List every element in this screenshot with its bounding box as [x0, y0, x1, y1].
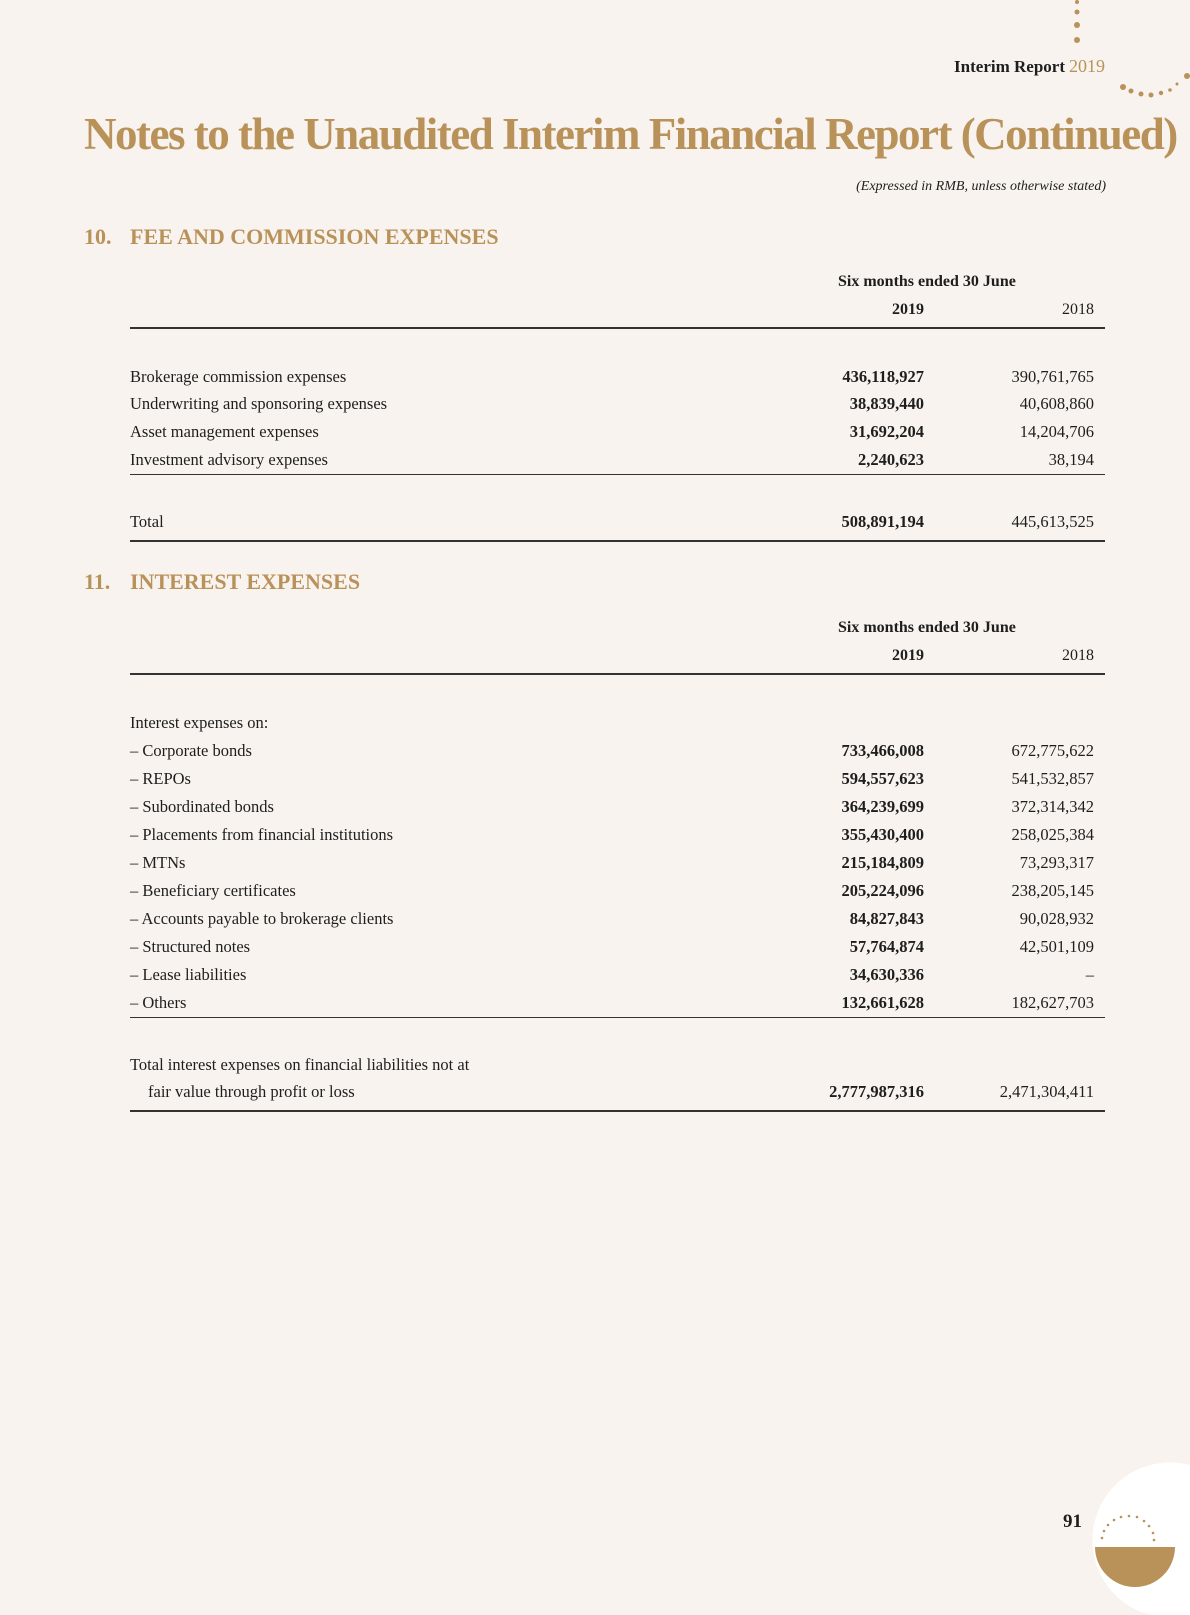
value-2018: 238,205,145 — [1011, 881, 1094, 900]
row-label: – REPOs — [130, 769, 191, 788]
value-2019: 57,764,874 — [849, 937, 924, 956]
table-rule — [130, 673, 1105, 675]
table-rule — [130, 327, 1105, 329]
table-row — [130, 991, 1105, 1015]
row-label: – Others — [130, 993, 187, 1012]
total-row — [130, 510, 1105, 534]
table-row — [130, 739, 1105, 763]
value-2019: 84,827,843 — [849, 909, 924, 928]
value-2018: 14,204,706 — [1019, 422, 1094, 441]
table-row — [130, 392, 1105, 416]
year-header-prior: 2018 — [1062, 301, 1094, 318]
section-11-heading — [84, 569, 360, 595]
table-rule — [130, 1110, 1105, 1112]
table-row — [130, 795, 1105, 819]
row-label: – Accounts payable to brokerage clients — [130, 909, 394, 928]
value-2018: 42,501,109 — [1019, 937, 1094, 956]
total-2018: 445,613,525 — [1011, 512, 1094, 531]
total-2019: 2,777,987,316 — [829, 1082, 924, 1101]
table-row — [130, 963, 1105, 987]
row-label: – Beneficiary certificates — [130, 881, 296, 900]
section-number: 11. — [84, 569, 111, 594]
value-2018: 40,608,860 — [1019, 394, 1094, 413]
table-row — [130, 907, 1105, 931]
value-2019: 38,839,440 — [849, 394, 924, 413]
total-label-continued: fair value through profit or loss — [148, 1082, 355, 1101]
value-2018: 90,028,932 — [1019, 909, 1094, 928]
year-header-current: 2019 — [892, 647, 924, 664]
value-2018: 258,025,384 — [1011, 825, 1094, 844]
section-number: 10. — [84, 224, 112, 249]
value-2019: 215,184,809 — [841, 853, 924, 872]
row-label: Asset management expenses — [130, 422, 319, 441]
half-circle-decoration — [1040, 1435, 1190, 1615]
subheading-row — [130, 711, 1105, 735]
report-year: 2019 — [1069, 56, 1105, 76]
value-2018: – — [1085, 965, 1094, 984]
value-2018: 672,775,622 — [1011, 741, 1094, 760]
value-2019: 594,557,623 — [841, 769, 924, 788]
table-rule — [130, 474, 1105, 475]
value-2019: 205,224,096 — [841, 881, 924, 900]
total-2018: 2,471,304,411 — [999, 1082, 1094, 1101]
value-2019: 31,692,204 — [849, 422, 924, 441]
total-label: Total — [130, 512, 164, 531]
row-label: – Lease liabilities — [130, 965, 247, 984]
table-row — [130, 365, 1105, 389]
value-2019: 34,630,336 — [849, 965, 924, 984]
value-2019: 132,661,628 — [841, 993, 924, 1012]
value-2018: 390,761,765 — [1011, 367, 1094, 386]
report-header — [954, 56, 1105, 77]
total-row — [130, 1080, 1105, 1104]
section-title: FEE AND COMMISSION EXPENSES — [130, 224, 499, 249]
section-10-heading — [84, 224, 499, 250]
table-rule — [130, 1017, 1105, 1018]
period-header: Six months ended 30 June — [838, 619, 1016, 636]
total-label: Total interest expenses on financial liabilities not at — [130, 1055, 470, 1074]
value-2019: 436,118,927 — [842, 367, 924, 386]
total-row-line1 — [130, 1053, 1105, 1077]
table-row — [130, 767, 1105, 791]
table-row — [130, 420, 1105, 444]
table-row — [130, 448, 1105, 472]
value-2018: 73,293,317 — [1019, 853, 1094, 872]
value-2019: 364,239,699 — [841, 797, 924, 816]
table-row — [130, 879, 1105, 903]
year-header-prior: 2018 — [1062, 647, 1094, 664]
page-title: Notes to the Unaudited Interim Financial Report (Continued) — [84, 109, 1177, 159]
value-2018: 38,194 — [1048, 450, 1094, 469]
table-row — [130, 823, 1105, 847]
value-2018: 182,627,703 — [1011, 993, 1094, 1012]
row-label: Interest expenses on: — [130, 713, 269, 732]
value-2019: 2,240,623 — [858, 450, 924, 469]
table-rule — [130, 540, 1105, 542]
table-row — [130, 851, 1105, 875]
row-label: Underwriting and sponsoring expenses — [130, 394, 388, 413]
row-label: – Corporate bonds — [130, 741, 252, 760]
row-label: – Placements from financial institutions — [130, 825, 394, 844]
row-label: – Subordinated bonds — [130, 797, 274, 816]
row-label: – MTNs — [130, 853, 186, 872]
page-number: 91 — [1063, 1511, 1082, 1532]
report-name: Interim Report — [954, 57, 1065, 76]
period-header: Six months ended 30 June — [838, 273, 1016, 290]
row-label: Investment advisory expenses — [130, 450, 328, 469]
currency-note: (Expressed in RMB, unless otherwise stated) — [856, 179, 1106, 194]
value-2019: 355,430,400 — [841, 825, 924, 844]
row-label: – Structured notes — [130, 937, 251, 956]
value-2019: 733,466,008 — [841, 741, 924, 760]
total-2019: 508,891,194 — [841, 512, 924, 531]
section-title: INTEREST EXPENSES — [130, 569, 361, 594]
row-label: Brokerage commission expenses — [130, 367, 347, 386]
year-header-current: 2019 — [892, 301, 924, 318]
dotted-arc-decoration — [1060, 0, 1190, 110]
value-2018: 541,532,857 — [1011, 769, 1094, 788]
table-row — [130, 935, 1105, 959]
value-2018: 372,314,342 — [1011, 797, 1094, 816]
